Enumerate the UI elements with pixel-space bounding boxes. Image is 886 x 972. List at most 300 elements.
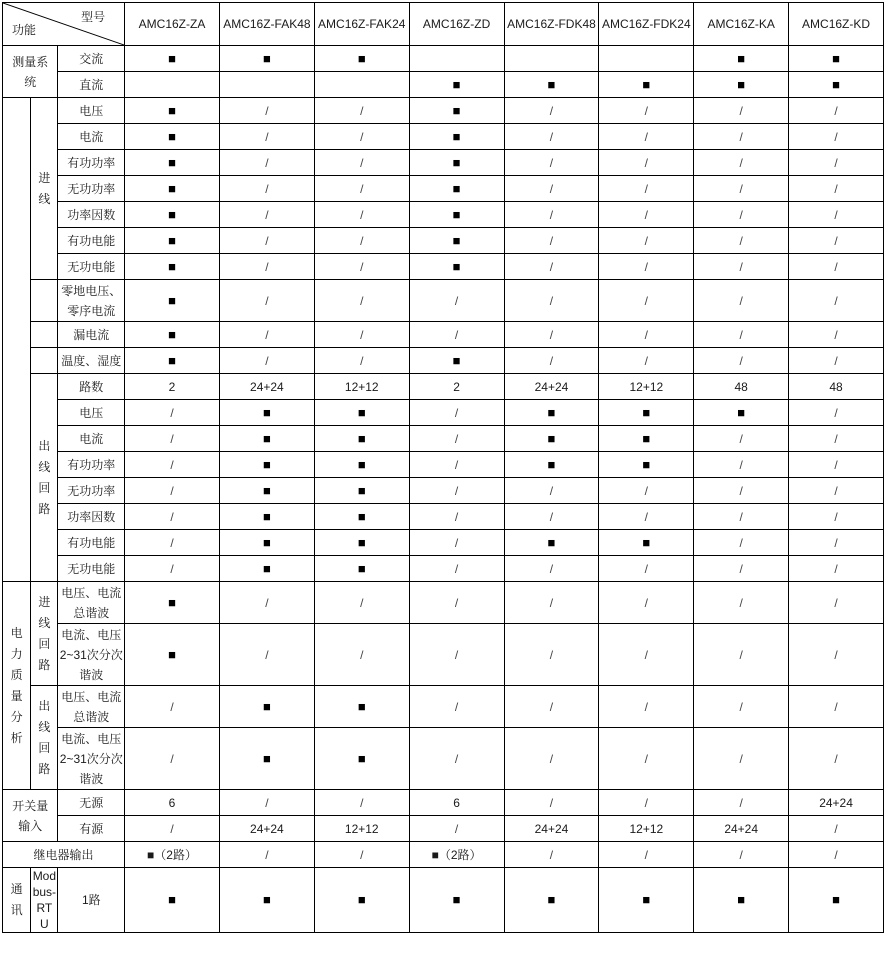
table-row [3,46,884,72]
feature-na-mark: / [789,150,884,176]
feature-na-mark: / [504,686,599,728]
feature-supported-mark: ■ [599,426,694,452]
feature-supported-mark: ■ [409,202,504,228]
feature-na-mark: / [694,150,789,176]
feature-supported-mark: ■ [219,868,314,933]
feature-na-mark: / [789,556,884,582]
feature-supported-mark: ■ [125,868,220,933]
feature-value: 24+24 [694,816,789,842]
feature-na-mark: / [409,322,504,348]
model-column-header: AMC16Z-ZD [409,3,504,46]
empty-group-cell [31,322,58,348]
feature-na-mark: / [409,400,504,426]
empty-group-cell [31,280,58,322]
feature-na-mark: / [125,400,220,426]
row-label: 功率因数 [58,202,125,228]
feature-na-mark: / [125,504,220,530]
feature-na-mark: / [409,816,504,842]
feature-supported-mark: ■ [694,868,789,933]
feature-supported-mark: ■ [125,46,220,72]
feature-na-mark: / [599,280,694,322]
table-row [3,322,884,348]
feature-value: 12+12 [599,816,694,842]
feature-na-mark: / [694,98,789,124]
feature-supported-mark: ■ [219,426,314,452]
feature-na-mark: / [789,478,884,504]
feature-na-mark: / [694,790,789,816]
feature-supported-mark: ■ [409,868,504,933]
feature-empty-cell [314,72,409,98]
feature-na-mark: / [694,280,789,322]
feature-supported-mark: ■ [314,400,409,426]
table-row [3,868,884,933]
feature-empty-cell [599,46,694,72]
row-label: 无功电能 [58,254,125,280]
feature-na-mark: / [504,254,599,280]
model-column-header: AMC16Z-FAK48 [219,3,314,46]
feature-supported-mark: ■ [125,202,220,228]
row-label: 电流 [58,426,125,452]
feature-value: 12+12 [314,374,409,400]
row-label: 有源 [58,816,125,842]
feature-na-mark: / [219,202,314,228]
feature-na-mark: / [314,124,409,150]
row-label: 电流、电压2~31次分次谐波 [58,728,125,790]
feature-supported-mark: ■ [409,72,504,98]
row-label: 电压 [58,400,125,426]
row-label: 无功电能 [58,556,125,582]
feature-supported-mark: ■ [125,254,220,280]
feature-supported-mark: ■ [409,228,504,254]
table-row [3,530,884,556]
feature-value: 2 [125,374,220,400]
feature-na-mark: / [409,426,504,452]
model-column-header: AMC16Z-ZA [125,3,220,46]
table-row [3,556,884,582]
table-row [3,348,884,374]
feature-na-mark: / [504,124,599,150]
vertical-label-text: 进线回路 [38,594,51,672]
feature-supported-mark: ■ [599,868,694,933]
feature-value: 24+24 [789,790,884,816]
feature-na-mark: / [219,124,314,150]
feature-supported-mark: ■ [694,46,789,72]
feature-na-mark: / [599,582,694,624]
row-label: 路数 [58,374,125,400]
feature-na-mark: / [789,322,884,348]
feature-na-mark: / [409,556,504,582]
table-row [3,686,884,728]
feature-supported-mark: ■ [219,504,314,530]
corner-cell [3,3,125,46]
feature-supported-mark: ■ [409,176,504,202]
feature-na-mark: / [219,150,314,176]
feature-supported-mark: ■ [314,426,409,452]
feature-supported-mark: ■ [409,98,504,124]
feature-value: 6 [125,790,220,816]
feature-supported-mark: ■ [504,426,599,452]
feature-na-mark: / [125,686,220,728]
feature-na-mark: / [789,686,884,728]
row-label: 有功电能 [58,228,125,254]
feature-supported-mark: ■ [694,400,789,426]
corner-label-model: 型号 [81,10,106,24]
vertical-label-text: 出线回路 [38,698,51,776]
feature-na-mark: / [125,556,220,582]
group-label [31,582,58,686]
feature-na-mark: / [504,582,599,624]
feature-na-mark: / [694,624,789,686]
feature-na-mark: / [789,348,884,374]
feature-na-mark: / [409,686,504,728]
model-column-header: AMC16Z-FDK24 [599,3,694,46]
feature-na-mark: / [219,790,314,816]
feature-na-mark: / [409,452,504,478]
feature-na-mark: / [599,150,694,176]
feature-na-mark: / [504,228,599,254]
feature-na-mark: / [789,530,884,556]
feature-na-mark: / [599,686,694,728]
feature-supported-mark: ■ [219,452,314,478]
feature-na-mark: / [409,728,504,790]
feature-supported-mark: ■ [599,400,694,426]
feature-supported-mark: ■ [599,452,694,478]
model-column-header: AMC16Z-KA [694,3,789,46]
feature-na-mark: / [789,124,884,150]
feature-value: 12+12 [314,816,409,842]
row-label: 1路 [58,868,125,933]
feature-na-mark: / [694,582,789,624]
feature-supported-mark: ■ [125,228,220,254]
group-label [3,868,31,933]
table-body [3,46,884,933]
feature-na-mark: / [504,322,599,348]
row-label: 电流、电压2~31次分次谐波 [58,624,125,686]
feature-na-mark: / [599,556,694,582]
header-row [3,3,884,46]
feature-na-mark: / [599,842,694,868]
table-row [3,280,884,322]
table-header [3,3,884,46]
feature-na-mark: / [694,348,789,374]
row-label: 电压、电流总谐波 [58,582,125,624]
feature-na-mark: / [694,254,789,280]
feature-na-mark: / [409,478,504,504]
feature-empty-cell [219,72,314,98]
table-row [3,452,884,478]
model-column-header: AMC16Z-FAK24 [314,3,409,46]
feature-na-mark: / [694,504,789,530]
feature-na-mark: / [599,254,694,280]
feature-na-mark: / [219,348,314,374]
feature-value: 6 [409,790,504,816]
feature-supported-mark: ■ [504,452,599,478]
feature-na-mark: / [599,728,694,790]
table-row [3,504,884,530]
feature-na-mark: / [694,530,789,556]
feature-supported-mark: ■（2路） [409,842,504,868]
model-column-header: AMC16Z-FDK48 [504,3,599,46]
feature-na-mark: / [314,176,409,202]
feature-supported-mark: ■（2路） [125,842,220,868]
feature-supported-mark: ■ [125,624,220,686]
table-row [3,816,884,842]
row-label: 交流 [58,46,125,72]
model-column-header: AMC16Z-KD [789,3,884,46]
feature-value: 48 [694,374,789,400]
feature-supported-mark: ■ [125,98,220,124]
feature-na-mark: / [789,176,884,202]
row-label: 零地电压、零序电流 [58,280,125,322]
feature-na-mark: / [504,504,599,530]
feature-na-mark: / [409,280,504,322]
feature-na-mark: / [314,322,409,348]
row-label: 温度、湿度 [58,348,125,374]
feature-supported-mark: ■ [504,72,599,98]
corner-label-function: 功能 [12,23,37,37]
feature-na-mark: / [599,478,694,504]
feature-value: 48 [789,374,884,400]
feature-na-mark: / [789,426,884,452]
feature-supported-mark: ■ [314,728,409,790]
feature-supported-mark: ■ [125,582,220,624]
feature-supported-mark: ■ [314,504,409,530]
feature-supported-mark: ■ [125,176,220,202]
feature-na-mark: / [789,202,884,228]
table-row [3,254,884,280]
table-row [3,150,884,176]
vertical-label-text: 进线 [38,170,51,206]
feature-na-mark: / [789,816,884,842]
feature-na-mark: / [314,842,409,868]
feature-supported-mark: ■ [125,150,220,176]
group-label [31,374,58,582]
feature-supported-mark: ■ [219,686,314,728]
feature-na-mark: / [789,254,884,280]
row-label: 直流 [58,72,125,98]
row-label: 电流 [58,124,125,150]
group-label [3,582,31,790]
row-label: 测量系统 [3,46,58,98]
row-label: 有功功率 [58,452,125,478]
feature-na-mark: / [314,98,409,124]
feature-na-mark: / [694,176,789,202]
feature-supported-mark: ■ [789,72,884,98]
feature-table [2,2,884,933]
feature-na-mark: / [314,228,409,254]
feature-na-mark: / [219,624,314,686]
feature-supported-mark: ■ [219,728,314,790]
feature-supported-mark: ■ [409,124,504,150]
feature-na-mark: / [504,348,599,374]
row-label: 功率因数 [58,504,125,530]
feature-na-mark: / [694,228,789,254]
feature-na-mark: / [599,228,694,254]
feature-na-mark: / [314,280,409,322]
feature-na-mark: / [599,98,694,124]
feature-supported-mark: ■ [125,280,220,322]
feature-supported-mark: ■ [125,124,220,150]
feature-na-mark: / [125,816,220,842]
feature-na-mark: / [504,478,599,504]
vertical-label-text: 电力质量分析 [10,625,23,745]
table-row [3,124,884,150]
feature-supported-mark: ■ [219,400,314,426]
row-label: 电压 [58,98,125,124]
feature-empty-cell [409,46,504,72]
feature-supported-mark: ■ [219,556,314,582]
table-row [3,426,884,452]
feature-na-mark: / [504,728,599,790]
feature-na-mark: / [219,280,314,322]
feature-na-mark: / [314,624,409,686]
feature-na-mark: / [504,150,599,176]
row-label: Modbus-RTU [32,869,57,931]
feature-supported-mark: ■ [409,348,504,374]
feature-na-mark: / [314,790,409,816]
feature-na-mark: / [504,202,599,228]
row-label: 无功功率 [58,176,125,202]
feature-na-mark: / [599,176,694,202]
feature-supported-mark: ■ [409,254,504,280]
feature-supported-mark: ■ [504,400,599,426]
feature-supported-mark: ■ [125,322,220,348]
vertical-label-text: 通讯 [10,882,23,917]
feature-supported-mark: ■ [314,530,409,556]
feature-supported-mark: ■ [314,452,409,478]
feature-value: 12+12 [599,374,694,400]
feature-supported-mark: ■ [314,556,409,582]
table-row [3,98,884,124]
table-row [3,728,884,790]
feature-supported-mark: ■ [314,46,409,72]
table-row [3,790,884,816]
feature-na-mark: / [314,150,409,176]
feature-na-mark: / [504,98,599,124]
feature-na-mark: / [694,842,789,868]
feature-na-mark: / [694,452,789,478]
feature-na-mark: / [125,426,220,452]
feature-na-mark: / [599,202,694,228]
feature-supported-mark: ■ [599,72,694,98]
vertical-label-text: 出线回路 [38,438,51,516]
feature-na-mark: / [125,478,220,504]
feature-supported-mark: ■ [219,46,314,72]
feature-na-mark: / [694,124,789,150]
feature-na-mark: / [694,478,789,504]
feature-supported-mark: ■ [694,72,789,98]
feature-na-mark: / [314,348,409,374]
feature-na-mark: / [409,504,504,530]
feature-na-mark: / [694,322,789,348]
feature-na-mark: / [694,202,789,228]
feature-na-mark: / [599,624,694,686]
feature-na-mark: / [504,176,599,202]
feature-na-mark: / [789,228,884,254]
table-row [3,228,884,254]
feature-na-mark: / [219,254,314,280]
feature-supported-mark: ■ [314,686,409,728]
feature-value: 2 [409,374,504,400]
table-row [3,72,884,98]
row-label: 无功功率 [58,478,125,504]
feature-value: 24+24 [504,816,599,842]
feature-na-mark: / [219,176,314,202]
feature-na-mark: / [599,348,694,374]
feature-na-mark: / [504,624,599,686]
feature-supported-mark: ■ [409,150,504,176]
table-row [3,202,884,228]
feature-na-mark: / [694,728,789,790]
feature-value: 24+24 [219,374,314,400]
feature-na-mark: / [694,426,789,452]
feature-na-mark: / [504,790,599,816]
row-label: 无源 [58,790,125,816]
row-label: 有功电能 [58,530,125,556]
feature-na-mark: / [314,254,409,280]
feature-na-mark: / [219,582,314,624]
feature-supported-mark: ■ [789,868,884,933]
feature-na-mark: / [599,790,694,816]
feature-na-mark: / [694,686,789,728]
feature-na-mark: / [219,322,314,348]
feature-supported-mark: ■ [504,868,599,933]
feature-na-mark: / [504,280,599,322]
feature-na-mark: / [314,202,409,228]
table-row [3,374,884,400]
feature-na-mark: / [789,400,884,426]
feature-empty-cell [125,72,220,98]
feature-na-mark: / [599,322,694,348]
feature-na-mark: / [789,728,884,790]
feature-na-mark: / [599,504,694,530]
feature-na-mark: / [789,624,884,686]
feature-supported-mark: ■ [504,530,599,556]
row-label: 漏电流 [58,322,125,348]
table-row [3,478,884,504]
feature-na-mark: / [219,98,314,124]
feature-supported-mark: ■ [789,46,884,72]
table-row [3,176,884,202]
table-row [3,842,884,868]
table-row [3,624,884,686]
feature-na-mark: / [789,98,884,124]
feature-na-mark: / [409,582,504,624]
feature-na-mark: / [409,624,504,686]
feature-supported-mark: ■ [599,530,694,556]
feature-na-mark: / [504,556,599,582]
feature-na-mark: / [219,842,314,868]
row-label: 继电器输出 [3,842,125,868]
empty-group-cell [31,348,58,374]
row-label: 电压、电流总谐波 [58,686,125,728]
group-label [31,98,58,280]
feature-supported-mark: ■ [314,478,409,504]
feature-na-mark: / [789,280,884,322]
feature-na-mark: / [694,556,789,582]
empty-group-cell [3,98,31,582]
table-row [3,582,884,624]
feature-na-mark: / [409,530,504,556]
feature-na-mark: / [125,728,220,790]
feature-supported-mark: ■ [314,868,409,933]
feature-na-mark: / [504,842,599,868]
row-label: 有功功率 [58,150,125,176]
feature-na-mark: / [789,452,884,478]
feature-na-mark: / [789,842,884,868]
feature-na-mark: / [314,582,409,624]
feature-supported-mark: ■ [219,530,314,556]
